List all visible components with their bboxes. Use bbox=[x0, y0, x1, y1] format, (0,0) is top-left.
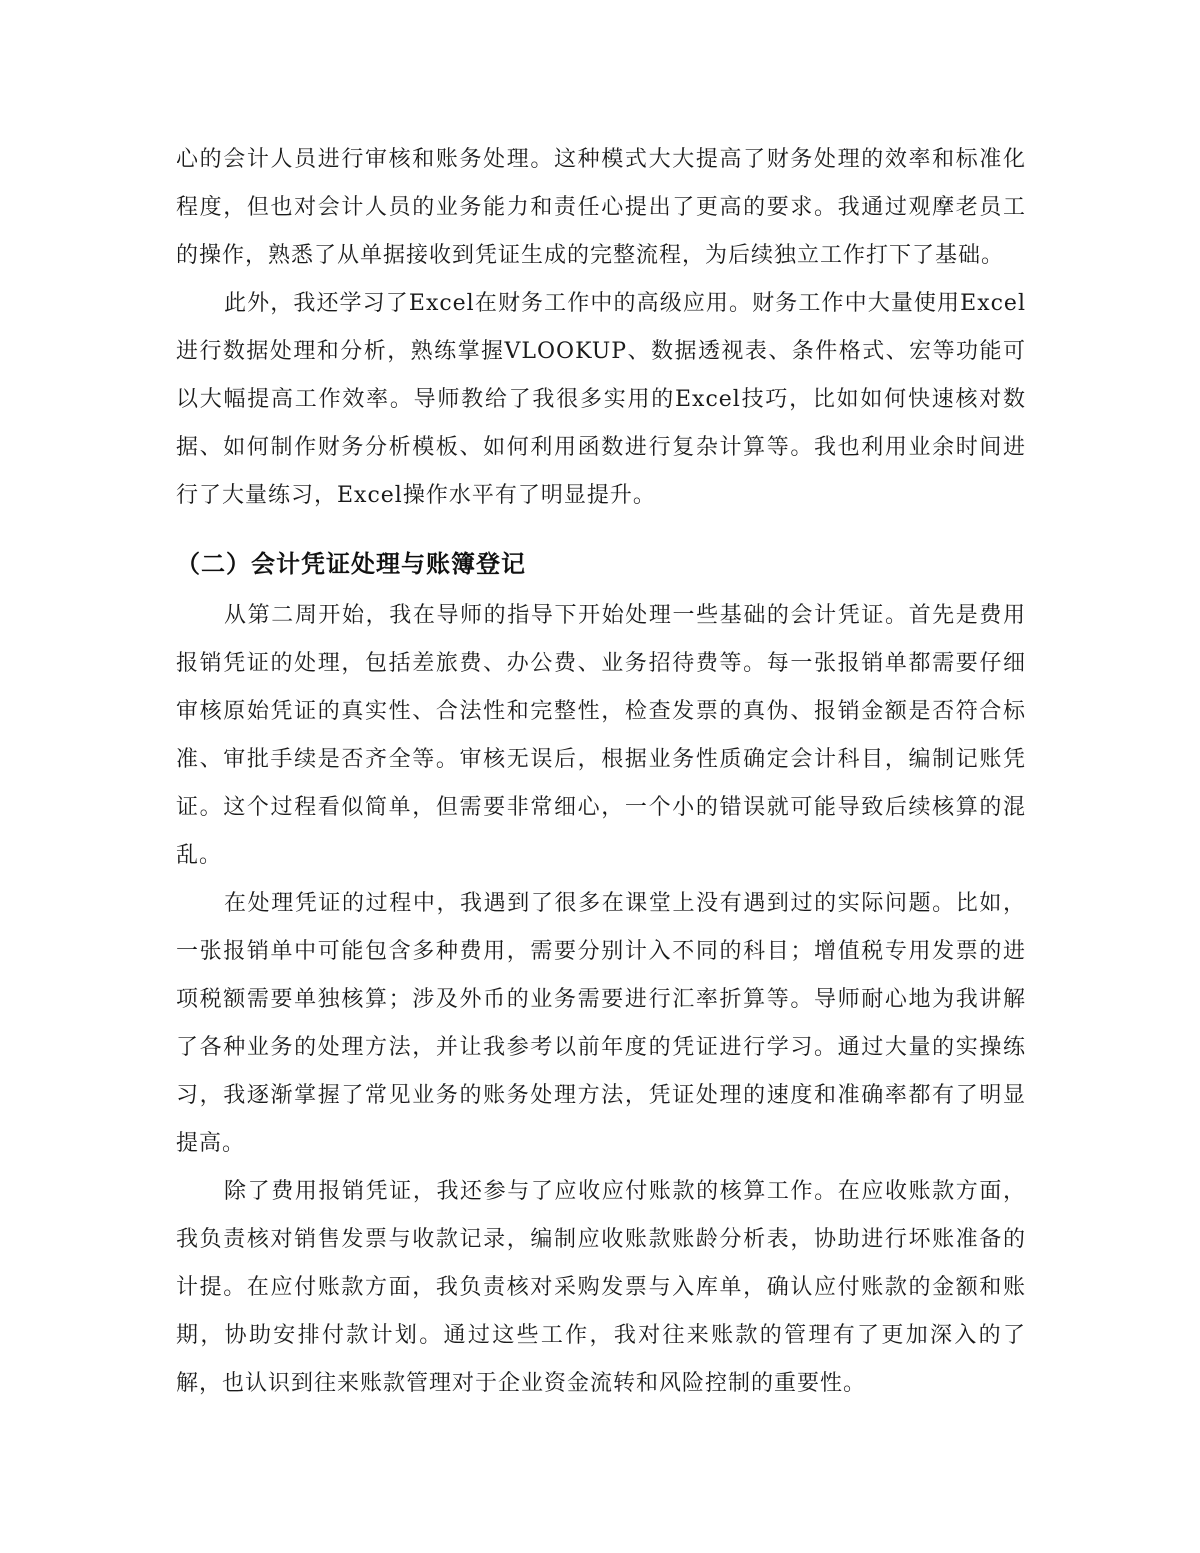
paragraph-voucher-processing: 从第二周开始，我在导师的指导下开始处理一些基础的会计凭证。首先是费用报销凭证的处理，包括差旅费、办公费、业务招待费等。每一张报销单都需要仔细审核原始凭证的真实性、合法性和完整性，检查发票的真伪、报销金额是否符合标准、审批手续是否齐全等。审核无误后，根据业务性质确定会计科目，编制记账凭证。这个过程看似简单，但需要非常细心，一个小的错误就可能导致后续核算的混乱。 bbox=[176, 603, 1026, 868]
paragraph-excel-skills: 此外，我还学习了Excel在财务工作中的高级应用。财务工作中大量使用Excel进行数据处理和分析，熟练掌握VLOOKUP、数据透视表、条件格式、宏等功能可以大幅提高工作效率。导师教给了我很多实用的Excel技巧，比如如何快速核对数据、如何制作财务分析模板、如何利用函数进行复杂计算等。我也利用业余时间进行了大量练习，Excel操作水平有了明显提升。 bbox=[176, 291, 1026, 508]
paragraph-continued: 心的会计人员进行审核和账务处理。这种模式大大提高了财务处理的效率和标准化程度，但也对会计人员的业务能力和责任心提出了更高的要求。我通过观摩老员工的操作，熟悉了从单据接收到凭证生成的完整流程，为后续独立工作打下了基础。 bbox=[176, 147, 1026, 268]
paragraph-practical-problems: 在处理凭证的过程中，我遇到了很多在课堂上没有遇到过的实际问题。比如，一张报销单中可能包含多种费用，需要分别计入不同的科目；增值税专用发票的进项税额需要单独核算；涉及外币的业务需要进行汇率折算等。导师耐心地为我讲解了各种业务的处理方法，并让我参考以前年度的凭证进行学习。通过大量的实操练习，我逐渐掌握了常见业务的账务处理方法，凭证处理的速度和准确率都有了明显提高。 bbox=[176, 891, 1026, 1156]
document-body bbox=[176, 136, 1026, 1408]
paragraph-receivables-payables: 除了费用报销凭证，我还参与了应收应付账款的核算工作。在应收账款方面，我负责核对销售发票与收款记录，编制应收账款账龄分析表，协助进行坏账准备的计提。在应付账款方面，我负责核对采购发票与入库单，确认应付账款的金额和账期，协助安排付款计划。通过这些工作，我对往来账款的管理有了更加深入的了解，也认识到往来账款管理对于企业资金流转和风险控制的重要性。 bbox=[176, 1179, 1026, 1396]
section-heading: （二）会计凭证处理与账簿登记 bbox=[176, 550, 526, 578]
